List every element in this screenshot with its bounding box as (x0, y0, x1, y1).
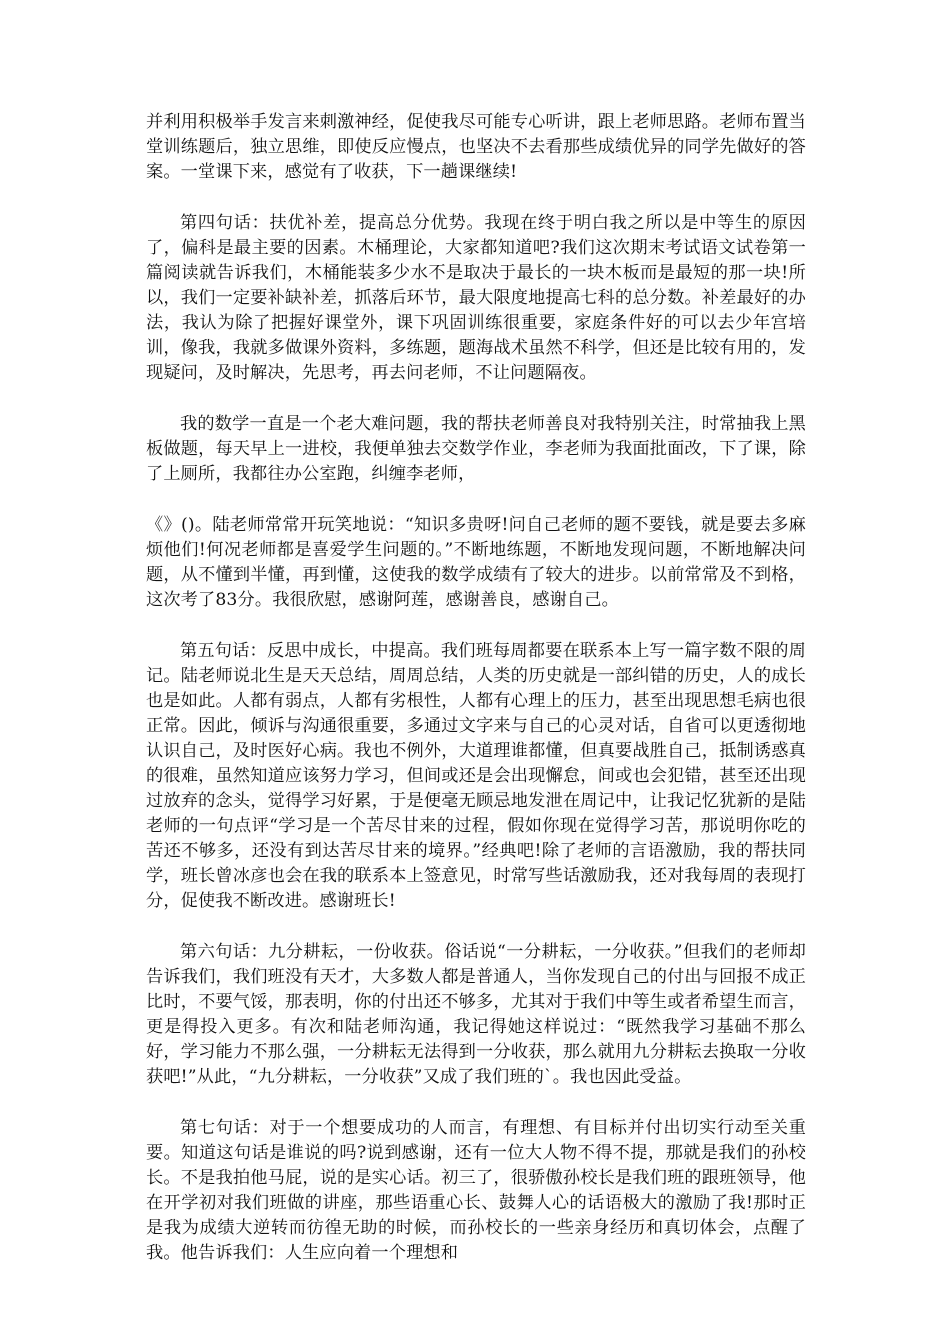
paragraph-fifth-sentence: 第五句话：反思中成长，中提高。我们班每周都要在联系本上写一篇字数不限的周记。陆老师说北生是天天总结，周周总结，人类的历史就是一部纠错的历史，人的成长也是如此。人都有弱点，人都有劣根性，人都有心理上的压力，甚至出现思想毛病也很正常。因此，倾诉与沟通很重要，多通过文字来与自己的心灵对话，自省可以更透彻地认识自己，及时医好心病。我也不例外，大道理谁都懂，但真要战胜自己，抵制诱惑真的很难，虽然知道应该努力学习，但间或还是会出现懈怠，间或也会犯错，甚至还出现过放弃的念头，觉得学习好累，于是便毫无顾忌地发泄在周记中，让我记忆犹新的是陆老师的一句点评“学习是一个苦尽甘来的过程，假如你现在觉得学习苦，那说明你吃的苦还不够多，还没有到达苦尽甘来的境界。”经典吧!除了老师的言语激励，我的帮扶同学，班长曾冰彦也会在我的联系本上签意见，时常写些话激励我，还对我每周的表现打分，促使我不断改进。感谢班长! (146, 641, 806, 911)
paragraph-continuation: 并利用积极举手发言来刺激神经，促使我尽可能专心听讲，跟上老师思路。老师布置当堂训练题后，独立思维，即使反应慢点，也坚决不去看那些成绩优异的同学先做好的答案。一堂课下来，感觉有了收获，下一趟课继续! (146, 112, 806, 182)
document-body (146, 110, 806, 1292)
paragraph-sixth-sentence: 第六句话：九分耕耘，一份收获。俗话说“一分耕耘，一分收获。”但我们的老师却告诉我们，我们班没有天才，大多数人都是普通人，当你发现自己的付出与回报不成正比时，不要气馁，那表明，你的付出还不够多，尤其对于我们中等生或者希望生而言，更是得投入更多。有次和陆老师沟通，我记得她这样说过：“既然我学习基础不那么好，学习能力不那么强，一分耕耘无法得到一分收获，那么就用九分耕耘去换取一分收获吧!”从此，“九分耕耘，一分收获”又成了我们班的`。我也因此受益。 (146, 942, 806, 1087)
paragraph-fourth-sentence: 第四句话：扶优补差，提高总分优势。我现在终于明白我之所以是中等生的原因了，偏科是最主要的因素。木桶理论，大家都知道吧?我们这次期末考试语文试卷第一篇阅读就告诉我们，木桶能装多少水不是取决于最长的一块木板而是最短的那一块!所以，我们一定要补缺补差，抓落后环节，最大限度地提高七科的总分数。补差最好的办法，我认为除了把握好课堂外，课下巩固训练很重要，家庭条件好的可以去少年宫培训，像我，我就多做课外资料，多练题，题海战术虽然不科学，但还是比较有用的，发现疑问，及时解决，先思考，再去问老师，不让问题隔夜。 (146, 213, 806, 383)
paragraph-seventh-sentence: 第七句话：对于一个想要成功的人而言，有理想、有目标并付出切实行动至关重要。知道这句话是谁说的吗?说到感谢，还有一位大人物不得不提，那就是我们的孙校长。不是我拍他马屁，说的是实心话。初三了，很骄傲孙校长是我们班的跟班领导，他在开学初对我们班做的讲座，那些语重心长、鼓舞人心的话语极大的激励了我!那时正是我为成绩大逆转而彷徨无助的时候，而孙校长的一些亲身经历和真切体会，点醒了我。他告诉我们：人生应向着一个理想和 (146, 1118, 806, 1263)
paragraph-math-continued: 《》()。陆老师常常开玩笑地说：“知识多贵呀!问自己老师的题不要钱，就是要去多麻烦他们!何况老师都是喜爱学生问题的。”不断地练题，不断地发现问题，不断地解决问题，从不懂到半懂，再到懂，这使我的数学成绩有了较大的进步。以前常常及不到格，这次考了83分。我很欣慰，感谢阿莲，感谢善良，感谢自己。 (146, 515, 806, 610)
paragraph-math: 我的数学一直是一个老大难问题，我的帮扶老师善良对我特别关注，时常抽我上黑板做题，每天早上一进校，我便单独去交数学作业，李老师为我面批面改，下了课，除了上厕所，我都往办公室跑，纠缠李老师， (146, 414, 806, 484)
